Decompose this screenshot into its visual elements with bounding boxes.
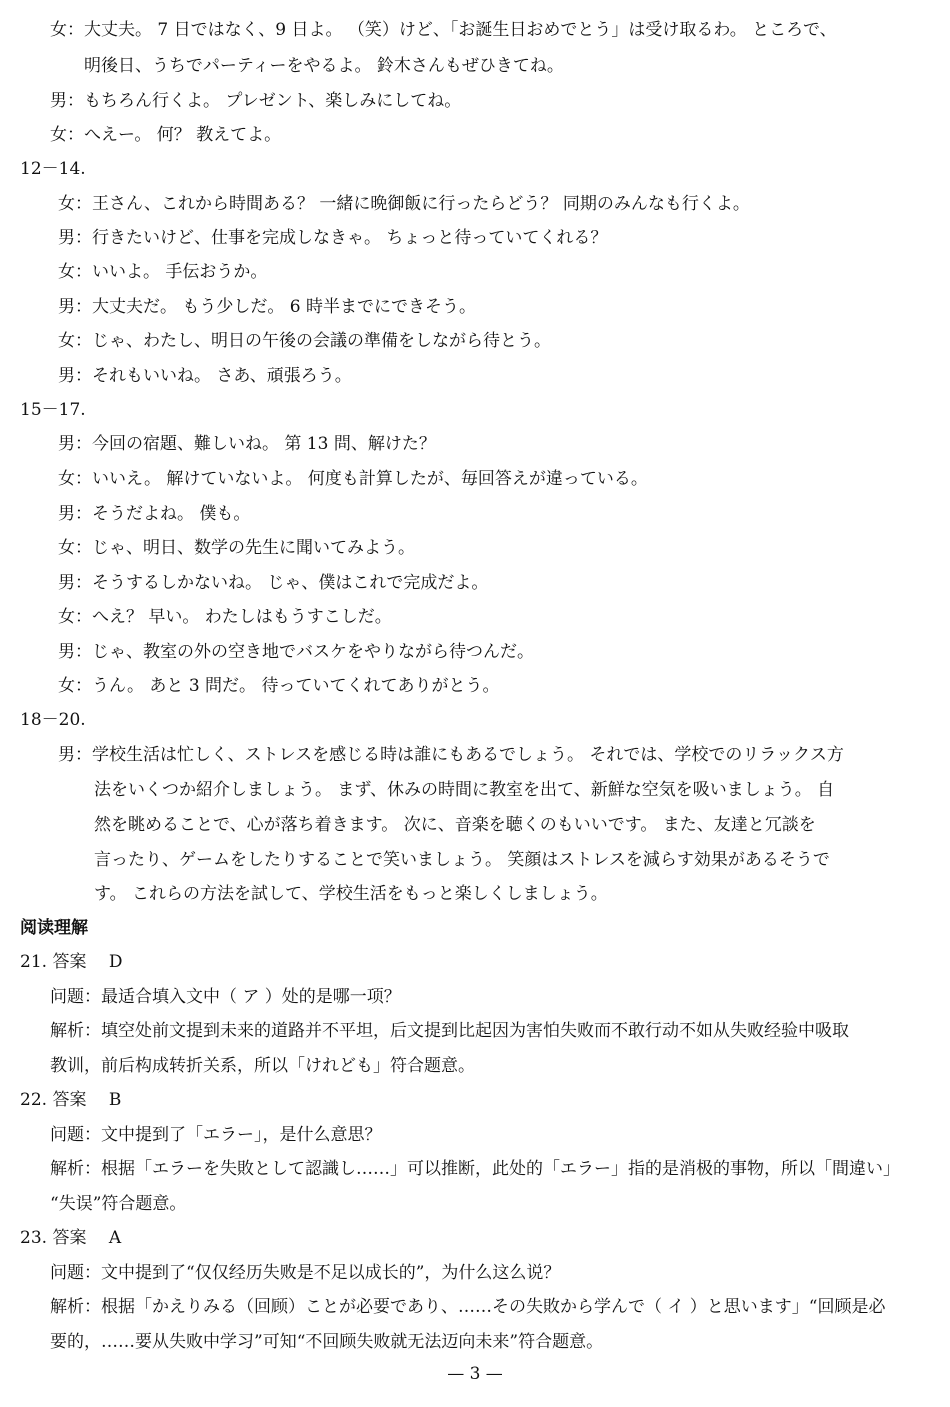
question-line: 问题：文中提到了“仅仅经历失败是不足以成长的”，为什么这么说？ xyxy=(50,1263,561,1283)
dialogue-line: 女：うん。 あと 3 問だ。 待っていてくれてありがとう。 xyxy=(58,676,500,696)
dialogue-line: 女：じゃ、明日、数学の先生に聞いてみよう。 xyxy=(58,538,415,558)
dialogue-line: 男：それもいいね。 さあ、頑張ろう。 xyxy=(58,366,352,386)
dialogue-line: 男：もちろん行くよ。 プレゼント、楽しみにしてね。 xyxy=(50,91,462,111)
answer-line: 21. 答案 D xyxy=(20,952,123,972)
dialogue-line: 女：王さん、これから時間ある？ 一緒に晩御飯に行ったらどう？ 同期のみんなも行くよ。 xyxy=(58,194,750,214)
dialogue-line: 男：そうだよね。 僕も。 xyxy=(58,504,251,524)
explanation-line: 教训，前后构成转折关系，所以「けれども」符合题意。 xyxy=(50,1056,475,1076)
dialogue-line: 男：そうするしかないね。 じゃ、僕はこれで完成だよ。 xyxy=(58,573,489,593)
question-line: 问题：文中提到了「エラー」，是什么意思？ xyxy=(50,1125,382,1145)
question-line: 问题：最适合填入文中（ ア ）处的是哪一项？ xyxy=(50,987,401,1007)
dialogue-line: 男：今回の宿題、難しいね。 第 13 問、解けた？ xyxy=(58,434,436,454)
explanation-line: 要的，……要从失败中学习”可知“不回顾失败就无法迈向未来”符合题意。 xyxy=(50,1332,604,1352)
page-number: — 3 — xyxy=(447,1364,503,1384)
answer-line: 22. 答案 B xyxy=(20,1090,122,1110)
explanation-line: 解析：根据「エラーを失敗として認識し……」可以推断，此处的「エラー」指的是消极的事物，所以「間違い」 xyxy=(50,1159,900,1179)
dialogue-line: 明後日、うちでパーティーをやるよ。 鈴木さんもぜひきてね。 xyxy=(84,56,564,76)
answer-line: 23. 答案 A xyxy=(20,1228,122,1248)
monologue-line: 然を眺めることで、心が落ち着きます。 次に、音楽を聴くのもいいです。 また、友達と冗談を xyxy=(94,815,816,835)
dialogue-line: 女：いいえ。 解けていないよ。 何度も計算したが、毎回答えが違っている。 xyxy=(58,469,648,489)
dialogue-line: 女：大丈夫。 7 日ではなく、9 日よ。 （笑）けど、「お誕生日おめでとう」は受け取るわ。 ところで、 xyxy=(50,20,837,40)
dialogue-line: 男：大丈夫だ。 もう少しだ。 6 時半までにできそう。 xyxy=(58,297,477,317)
monologue-line: 男：学校生活は忙しく、ストレスを感じる時は誰にもあるでしょう。 それでは、学校でのリラックス方 xyxy=(58,745,844,765)
section-number: 18－20. xyxy=(20,710,86,730)
dialogue-line: 女：いいよ。 手伝おうか。 xyxy=(58,262,268,282)
explanation-line: 解析：根据「かえりみる（回顾）ことが必要であり、……その失敗から学んで（ イ ）と思います」“回顾是必 xyxy=(50,1297,886,1317)
dialogue-line: 女：じゃ、わたし、明日の午後の会議の準備をしながら待とう。 xyxy=(58,331,551,351)
monologue-line: 法をいくつか紹介しましょう。 まず、休みの時間に教室を出て、新鮮な空気を吸いましょう。 自 xyxy=(94,780,835,800)
dialogue-line: 女：へえ？ 早い。 わたしはもうすこしだ。 xyxy=(58,607,392,627)
monologue-line: 言ったり、ゲームをしたりすることで笑いましょう。 笑顔はストレスを減らす効果があるそうで xyxy=(94,850,830,870)
monologue-line: す。 これらの方法を試して、学校生活をもっと楽しくしましょう。 xyxy=(94,884,608,904)
explanation-line: 解析：填空处前文提到未来的道路并不平坦，后文提到比起因为害怕失败而不敢行动不如从失败经验中吸取 xyxy=(50,1021,849,1041)
dialogue-line: 男：行きたいけど、仕事を完成しなきゃ。 ちょっと待っていてくれる？ xyxy=(58,228,608,248)
dialogue-line: 男：じゃ、教室の外の空き地でバスケをやりながら待つんだ。 xyxy=(58,642,534,662)
section-number: 15－17. xyxy=(20,400,86,420)
dialogue-line: 女：へえー。 何？ 教えてよ。 xyxy=(50,125,282,145)
section-heading: 阅读理解 xyxy=(20,918,88,938)
explanation-line: “失误”符合题意。 xyxy=(50,1194,187,1214)
section-number: 12－14. xyxy=(20,159,86,179)
